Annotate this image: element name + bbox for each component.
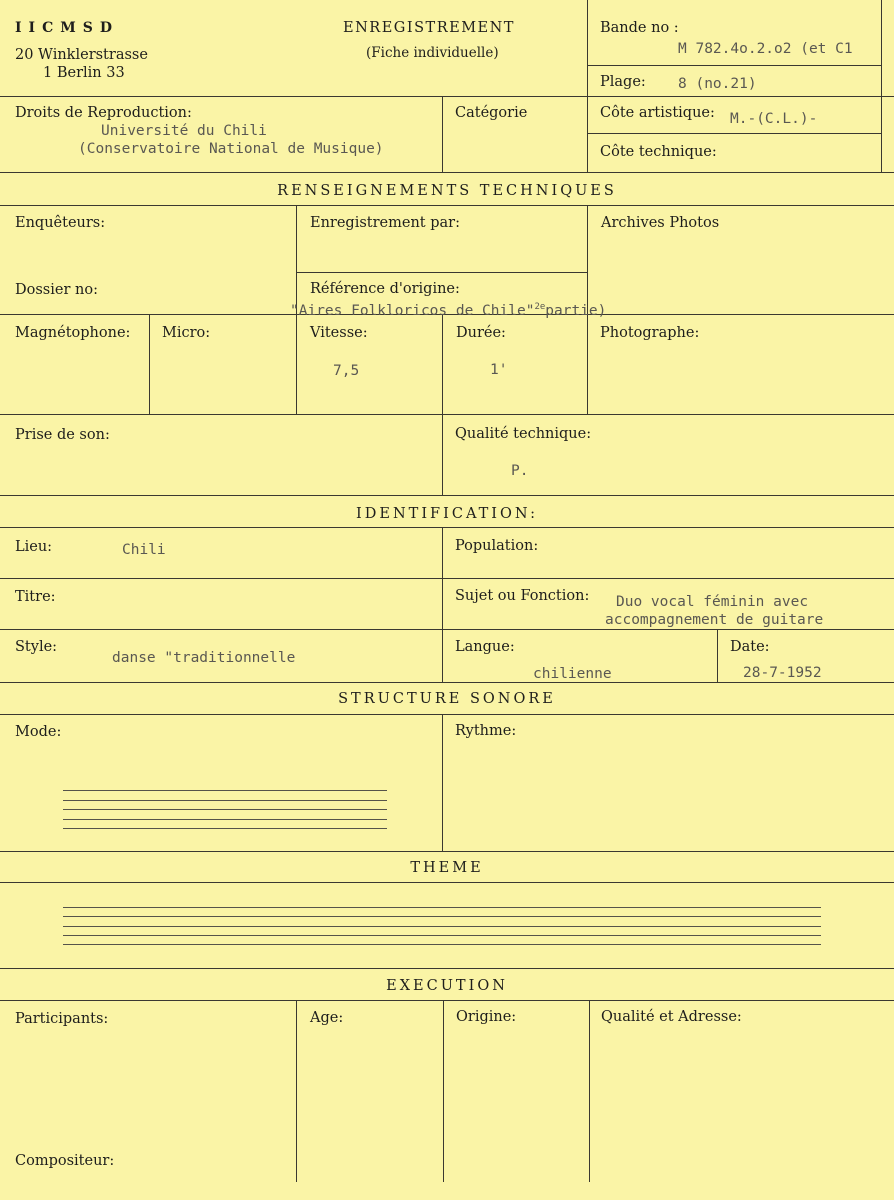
rule [0,682,894,683]
rule [587,65,881,66]
plage-label: Plage: [600,74,646,90]
mode-label: Mode: [15,724,62,740]
dossier-label: Dossier no: [15,282,98,298]
vitesse-value[interactable]: 7,5 [333,363,360,379]
rule [442,314,443,495]
micro-label: Micro: [162,325,211,341]
rule [0,96,894,97]
rule [0,629,894,630]
archives-photos-label: Archives Photos [601,215,720,231]
rule [296,1000,297,1182]
enqueteurs-label: Enquêteurs: [15,215,106,231]
plage-value[interactable]: 8 (no.21) [678,76,757,92]
droits-value-line-1[interactable]: Université du Chili [101,123,267,139]
rythme-label: Rythme: [455,723,517,739]
rule [0,578,894,579]
rule [0,968,894,969]
rule [0,851,894,852]
reference-sup: 2e [534,302,546,312]
cote-artistique-value[interactable]: M.-(C.L.)- [730,111,818,127]
photographe-label: Photographe: [600,325,700,341]
rule [442,714,443,851]
duree-label: Durée: [456,325,506,341]
section-identification: IDENTIFICATION: [356,506,538,522]
rule [0,495,894,496]
magnetophone-label: Magnétophone: [15,325,131,341]
section-theme: THEME [410,860,484,876]
theme-staff-line [63,916,821,917]
rule [149,314,150,414]
rule [0,882,894,883]
section-renseignements-techniques: RENSEIGNEMENTS TECHNIQUES [277,183,617,199]
droits-value-line-2[interactable]: (Conservatoire National de Musique) [78,141,384,157]
style-label: Style: [15,639,58,655]
institute-logo: IICMSD [15,20,119,36]
section-execution: EXECUTION [386,978,508,994]
rule [717,629,718,682]
reference-origine-value[interactable] [290,298,606,320]
cote-technique-label: Côte technique: [600,144,717,160]
mode-staff-line [63,819,387,820]
rule [881,0,882,172]
mode-staff-line [63,790,387,791]
theme-staff-line [63,935,821,936]
rule [587,0,588,172]
qualite-adresse-label: Qualité et Adresse: [601,1009,742,1025]
population-label: Population: [455,538,539,554]
titre-label: Titre: [15,589,56,605]
rule [587,133,881,134]
participants-label: Participants: [15,1011,109,1027]
sujet-fonction-label: Sujet ou Fonction: [455,588,590,604]
rule [0,527,894,528]
document-title: ENREGISTREMENT [343,20,515,36]
reference-main: "Aires Folkloricos de Chile" [290,302,535,319]
duree-value[interactable]: 1' [490,362,508,378]
rule [589,1000,590,1182]
rule [443,1000,444,1182]
lieu-value[interactable]: Chili [122,542,166,558]
reference-tail: partie) [545,302,607,319]
mode-staff-line [63,828,387,829]
mode-staff-line [63,800,387,801]
theme-staff-line [63,907,821,908]
theme-staff-line [63,926,821,927]
style-value[interactable]: danse "traditionnelle [112,650,296,666]
theme-staff-line [63,944,821,945]
rule [0,172,894,173]
document-subtitle: (Fiche individuelle) [366,45,499,61]
date-value[interactable]: 28-7-1952 [743,665,822,681]
reference-origine-label: Référence d'origine: [310,281,460,297]
cote-artistique-label: Côte artistique: [600,105,715,121]
prise-de-son-label: Prise de son: [15,427,110,443]
section-structure-sonore: STRUCTURE SONORE [338,691,556,707]
qualite-technique-label: Qualité technique: [455,426,592,442]
rule [0,205,894,206]
mode-staff-line [63,809,387,810]
bande-label: Bande no : [600,20,679,36]
rule [442,96,443,172]
rule [0,714,894,715]
address-line-2: 1 Berlin 33 [43,65,125,81]
sujet-fonction-value-line-2[interactable]: accompagnement de guitare [605,612,824,628]
lieu-label: Lieu: [15,539,53,555]
bande-value[interactable]: M 782.4o.2.o2 (et C1 [678,41,853,57]
langue-value[interactable]: chilienne [533,666,612,682]
langue-label: Langue: [455,639,515,655]
enregistrement-par-label: Enregistrement par: [310,215,460,231]
rule [0,1000,894,1001]
qualite-technique-value[interactable]: P. [511,463,529,479]
origine-label: Origine: [456,1009,517,1025]
address-line-1: 20 Winklerstrasse [15,47,148,63]
date-label: Date: [730,639,770,655]
rule [442,527,443,682]
age-label: Age: [310,1010,344,1026]
categorie-label: Catégorie [455,105,528,121]
rule [0,414,894,415]
sujet-fonction-value-line-1[interactable]: Duo vocal féminin avec [616,594,809,610]
droits-label: Droits de Reproduction: [15,105,192,121]
vitesse-label: Vitesse: [310,325,368,341]
compositeur-label: Compositeur: [15,1153,115,1169]
rule [296,272,587,273]
